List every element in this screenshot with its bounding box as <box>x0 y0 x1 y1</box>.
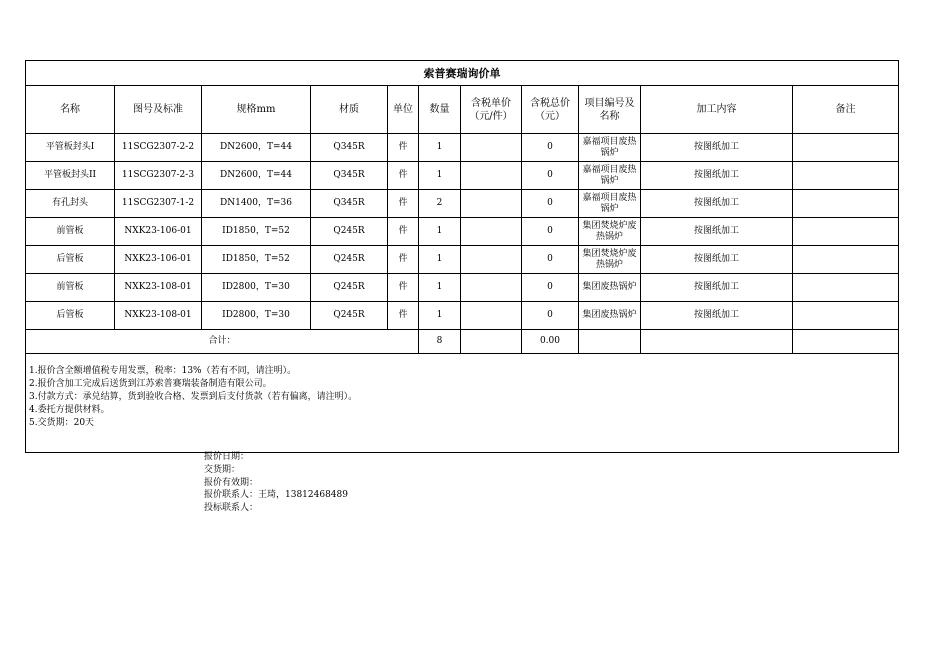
cell-remark[interactable] <box>793 134 899 162</box>
cell-drawing[interactable]: 11SCG2307-1-2 <box>115 190 202 218</box>
cell-name[interactable]: 有孔封头 <box>26 190 115 218</box>
cell-remark[interactable] <box>793 162 899 190</box>
table-row <box>26 134 899 162</box>
total-qty[interactable]: 8 <box>419 330 461 354</box>
cell-unit[interactable]: 件 <box>388 162 419 190</box>
delivery-label: 交货期： <box>204 464 241 475</box>
header-project: 项目编号及名称 <box>579 86 641 134</box>
bid-contact-label: 投标联系人： <box>204 503 259 514</box>
total-row <box>26 330 899 354</box>
cell-spec[interactable]: DN2600，T=44 <box>202 162 311 190</box>
cell-process[interactable]: 按图纸加工 <box>641 190 793 218</box>
quote-footer <box>204 451 348 515</box>
validity-label: 报价有效期： <box>204 477 259 488</box>
cell-remark[interactable] <box>793 190 899 218</box>
cell-process[interactable]: 按图纸加工 <box>641 218 793 246</box>
header-spec: 规格mm <box>202 86 311 134</box>
cell-total[interactable]: 0 <box>522 302 579 330</box>
quote-sheet <box>25 60 898 453</box>
cell-unit[interactable]: 件 <box>388 246 419 274</box>
cell-remark[interactable] <box>793 274 899 302</box>
table-row <box>26 274 899 302</box>
cell-unit-price[interactable] <box>461 302 522 330</box>
cell-spec[interactable]: DN1400，T=36 <box>202 190 311 218</box>
cell-spec[interactable]: ID2800，T=30 <box>202 274 311 302</box>
note-line: 5.交货期：20天 <box>29 418 95 428</box>
header-name: 名称 <box>26 86 115 134</box>
total-process-cell[interactable] <box>641 330 793 354</box>
cell-project[interactable]: 集团焚烧炉废热锅炉 <box>579 246 641 274</box>
header-remark: 备注 <box>793 86 899 134</box>
header-process: 加工内容 <box>641 86 793 134</box>
cell-project[interactable]: 嘉福项目废热锅炉 <box>579 134 641 162</box>
cell-project[interactable]: 嘉福项目废热锅炉 <box>579 190 641 218</box>
cell-unit-price[interactable] <box>461 274 522 302</box>
quote-date-label: 报价日期： <box>204 452 250 462</box>
cell-project[interactable]: 嘉福项目废热锅炉 <box>579 162 641 190</box>
cell-total[interactable]: 0 <box>522 162 579 190</box>
cell-qty[interactable]: 1 <box>419 302 461 330</box>
cell-material[interactable]: Q345R <box>311 134 388 162</box>
note-line: 1.报价含全额增值税专用发票，税率：13%（若有不同，请注明）。 <box>29 366 297 376</box>
cell-drawing[interactable]: NXK23-108-01 <box>115 302 202 330</box>
note-line: 2.报价含加工完成后送货到江苏索普赛瑞装备制造有限公司。 <box>29 379 272 389</box>
cell-unit-price[interactable] <box>461 162 522 190</box>
header-unit: 单位 <box>388 86 419 134</box>
total-remark-cell[interactable] <box>793 330 899 354</box>
cell-spec[interactable]: ID2800，T=30 <box>202 302 311 330</box>
cell-unit[interactable]: 件 <box>388 190 419 218</box>
total-unit-price-cell[interactable] <box>461 330 522 354</box>
table-row <box>26 246 899 274</box>
cell-qty[interactable]: 1 <box>419 134 461 162</box>
total-label: 合计： <box>26 330 419 354</box>
cell-spec[interactable]: ID1850，T=52 <box>202 218 311 246</box>
cell-name[interactable]: 后管板 <box>26 302 115 330</box>
cell-unit[interactable]: 件 <box>388 274 419 302</box>
cell-project[interactable]: 集团焚烧炉废热锅炉 <box>579 218 641 246</box>
cell-qty[interactable]: 1 <box>419 218 461 246</box>
note-line: 4.委托方提供材料。 <box>29 405 110 415</box>
cell-drawing[interactable]: 11SCG2307-2-2 <box>115 134 202 162</box>
cell-qty[interactable]: 2 <box>419 190 461 218</box>
cell-remark[interactable] <box>793 218 899 246</box>
cell-material[interactable]: Q245R <box>311 218 388 246</box>
header-total-price: 含税总价（元） <box>522 86 579 134</box>
header-drawing: 图号及标准 <box>115 86 202 134</box>
cell-total[interactable]: 0 <box>522 134 579 162</box>
table-row <box>26 162 899 190</box>
cell-unit-price[interactable] <box>461 246 522 274</box>
cell-qty[interactable]: 1 <box>419 162 461 190</box>
header-material: 材质 <box>311 86 388 134</box>
total-project-cell[interactable] <box>579 330 641 354</box>
cell-total[interactable]: 0 <box>522 246 579 274</box>
cell-material[interactable]: Q345R <box>311 190 388 218</box>
cell-drawing[interactable]: NXK23-106-01 <box>115 218 202 246</box>
cell-unit[interactable]: 件 <box>388 134 419 162</box>
cell-project[interactable]: 集团废热锅炉 <box>579 302 641 330</box>
cell-total[interactable]: 0 <box>522 218 579 246</box>
title-row <box>26 61 899 86</box>
cell-name[interactable]: 后管板 <box>26 246 115 274</box>
total-amount[interactable]: 0.00 <box>522 330 579 354</box>
contact-label: 报价联系人：王琦，13812468489 <box>204 490 348 501</box>
cell-name[interactable]: 平管板封头II <box>26 162 115 190</box>
notes-row <box>26 354 899 453</box>
cell-process[interactable]: 按图纸加工 <box>641 134 793 162</box>
note-line: 3.付款方式：承兑结算，货到验收合格、发票到后支付货款（若有偏离，请注明）。 <box>29 392 358 402</box>
cell-unit[interactable]: 件 <box>388 218 419 246</box>
header-row <box>26 86 899 134</box>
cell-name[interactable]: 前管板 <box>26 274 115 302</box>
cell-drawing[interactable]: NXK23-108-01 <box>115 274 202 302</box>
cell-material[interactable]: Q245R <box>311 274 388 302</box>
cell-process[interactable]: 按图纸加工 <box>641 302 793 330</box>
cell-spec[interactable]: DN2600，T=44 <box>202 134 311 162</box>
inquiry-table <box>25 60 899 453</box>
cell-unit[interactable]: 件 <box>388 302 419 330</box>
cell-total[interactable]: 0 <box>522 190 579 218</box>
cell-drawing[interactable]: 11SCG2307-2-3 <box>115 162 202 190</box>
cell-qty[interactable]: 1 <box>419 246 461 274</box>
table-row <box>26 190 899 218</box>
sheet-title: 索普赛瑞询价单 <box>26 61 899 86</box>
header-qty: 数量 <box>419 86 461 134</box>
cell-qty[interactable]: 1 <box>419 274 461 302</box>
cell-material[interactable]: Q245R <box>311 302 388 330</box>
cell-spec[interactable]: ID1850，T=52 <box>202 246 311 274</box>
cell-drawing[interactable]: NXK23-106-01 <box>115 246 202 274</box>
cell-name[interactable]: 平管板封头I <box>26 134 115 162</box>
table-row <box>26 302 899 330</box>
cell-process[interactable]: 按图纸加工 <box>641 274 793 302</box>
header-unit-price: 含税单价（元/件） <box>461 86 522 134</box>
cell-material[interactable]: Q345R <box>311 162 388 190</box>
cell-unit-price[interactable] <box>461 134 522 162</box>
cell-process[interactable]: 按图纸加工 <box>641 246 793 274</box>
cell-unit-price[interactable] <box>461 218 522 246</box>
cell-project[interactable]: 集团废热锅炉 <box>579 274 641 302</box>
notes-cell[interactable] <box>26 354 899 453</box>
cell-remark[interactable] <box>793 246 899 274</box>
cell-material[interactable]: Q245R <box>311 246 388 274</box>
table-row <box>26 218 899 246</box>
cell-total[interactable]: 0 <box>522 274 579 302</box>
cell-remark[interactable] <box>793 302 899 330</box>
cell-unit-price[interactable] <box>461 190 522 218</box>
cell-name[interactable]: 前管板 <box>26 218 115 246</box>
cell-process[interactable]: 按图纸加工 <box>641 162 793 190</box>
